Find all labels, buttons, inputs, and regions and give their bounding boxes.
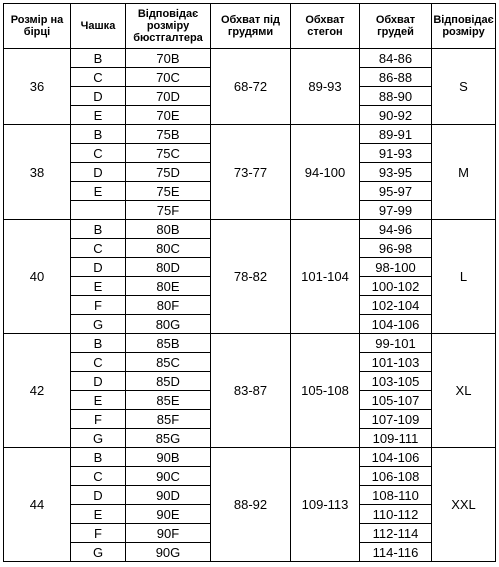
cup-cell xyxy=(71,201,126,220)
table-row xyxy=(4,448,496,467)
cup-cell: G xyxy=(71,543,126,562)
cup-cell: F xyxy=(71,410,126,429)
bra-size-cell: 70E xyxy=(126,106,211,125)
cup-cell: B xyxy=(71,448,126,467)
underbust-cell: 78-82 xyxy=(211,220,291,334)
size-cell: M xyxy=(432,125,496,220)
bra-size-cell: 75E xyxy=(126,182,211,201)
bust-cell: 104-106 xyxy=(360,448,432,467)
bust-cell: 106-108 xyxy=(360,467,432,486)
bra-size-cell: 70D xyxy=(126,87,211,106)
hips-cell: 101-104 xyxy=(291,220,360,334)
cup-cell: E xyxy=(71,182,126,201)
bust-cell: 93-95 xyxy=(360,163,432,182)
hips-cell: 94-100 xyxy=(291,125,360,220)
cup-cell: E xyxy=(71,505,126,524)
cup-cell: C xyxy=(71,68,126,87)
bra-size-cell: 90G xyxy=(126,543,211,562)
bust-cell: 86-88 xyxy=(360,68,432,87)
underbust-cell: 68-72 xyxy=(211,49,291,125)
tag-size-cell: 44 xyxy=(4,448,71,562)
cup-cell: G xyxy=(71,429,126,448)
bust-cell: 104-106 xyxy=(360,315,432,334)
header-hips: Обхват стегон xyxy=(291,4,360,49)
bust-cell: 97-99 xyxy=(360,201,432,220)
bra-size-cell: 85D xyxy=(126,372,211,391)
bust-cell: 103-105 xyxy=(360,372,432,391)
bust-cell: 91-93 xyxy=(360,144,432,163)
bust-cell: 94-96 xyxy=(360,220,432,239)
cup-cell: C xyxy=(71,467,126,486)
hips-cell: 105-108 xyxy=(291,334,360,448)
size-cell: XXL xyxy=(432,448,496,562)
cup-cell: D xyxy=(71,163,126,182)
tag-size-cell: 36 xyxy=(4,49,71,125)
bust-cell: 88-90 xyxy=(360,87,432,106)
bra-size-cell: 75B xyxy=(126,125,211,144)
underbust-cell: 83-87 xyxy=(211,334,291,448)
cup-cell: B xyxy=(71,125,126,144)
bra-size-cell: 70C xyxy=(126,68,211,87)
cup-cell: F xyxy=(71,296,126,315)
underbust-cell: 73-77 xyxy=(211,125,291,220)
size-cell: S xyxy=(432,49,496,125)
bust-cell: 107-109 xyxy=(360,410,432,429)
header-bra-size: Відповідає розміру бюстгалтера xyxy=(126,4,211,49)
size-cell: XL xyxy=(432,334,496,448)
bust-cell: 98-100 xyxy=(360,258,432,277)
underbust-cell: 88-92 xyxy=(211,448,291,562)
hips-cell: 109-113 xyxy=(291,448,360,562)
hips-cell: 89-93 xyxy=(291,49,360,125)
bra-size-cell: 90D xyxy=(126,486,211,505)
bust-cell: 108-110 xyxy=(360,486,432,505)
bra-size-cell: 75F xyxy=(126,201,211,220)
cup-cell: B xyxy=(71,220,126,239)
size-chart-table xyxy=(3,3,496,562)
bra-size-cell: 85C xyxy=(126,353,211,372)
tag-size-cell: 38 xyxy=(4,125,71,220)
cup-cell: D xyxy=(71,486,126,505)
cup-cell: C xyxy=(71,144,126,163)
bust-cell: 84-86 xyxy=(360,49,432,68)
table-row xyxy=(4,125,496,144)
table-row xyxy=(4,220,496,239)
bra-size-cell: 90E xyxy=(126,505,211,524)
bust-cell: 105-107 xyxy=(360,391,432,410)
cup-cell: E xyxy=(71,277,126,296)
cup-cell: D xyxy=(71,372,126,391)
bust-cell: 102-104 xyxy=(360,296,432,315)
cup-cell: B xyxy=(71,334,126,353)
bra-size-cell: 75D xyxy=(126,163,211,182)
cup-cell: C xyxy=(71,353,126,372)
bra-size-cell: 90C xyxy=(126,467,211,486)
tag-size-cell: 42 xyxy=(4,334,71,448)
bust-cell: 89-91 xyxy=(360,125,432,144)
bust-cell: 99-101 xyxy=(360,334,432,353)
cup-cell: E xyxy=(71,106,126,125)
bra-size-cell: 85E xyxy=(126,391,211,410)
bra-size-cell: 75C xyxy=(126,144,211,163)
cup-cell: F xyxy=(71,524,126,543)
bra-size-cell: 85B xyxy=(126,334,211,353)
bra-size-cell: 70B xyxy=(126,49,211,68)
bust-cell: 100-102 xyxy=(360,277,432,296)
bra-size-cell: 80E xyxy=(126,277,211,296)
bust-cell: 101-103 xyxy=(360,353,432,372)
bra-size-cell: 80G xyxy=(126,315,211,334)
bra-size-cell: 90F xyxy=(126,524,211,543)
table-body xyxy=(4,49,496,562)
bra-size-cell: 90B xyxy=(126,448,211,467)
bra-size-cell: 80B xyxy=(126,220,211,239)
bust-cell: 95-97 xyxy=(360,182,432,201)
bust-cell: 110-112 xyxy=(360,505,432,524)
cup-cell: D xyxy=(71,87,126,106)
header-cup: Чашка xyxy=(71,4,126,49)
header-tag-size: Розмір на бірці xyxy=(4,4,71,49)
cup-cell: C xyxy=(71,239,126,258)
cup-cell: B xyxy=(71,49,126,68)
tag-size-cell: 40 xyxy=(4,220,71,334)
bra-size-cell: 85F xyxy=(126,410,211,429)
cup-cell: D xyxy=(71,258,126,277)
bust-cell: 96-98 xyxy=(360,239,432,258)
bra-size-cell: 80D xyxy=(126,258,211,277)
header-underbust: Обхват під грудями xyxy=(211,4,291,49)
header-size: Відповідає розміру xyxy=(432,4,496,49)
bust-cell: 109-111 xyxy=(360,429,432,448)
bra-size-cell: 85G xyxy=(126,429,211,448)
size-cell: L xyxy=(432,220,496,334)
table-row xyxy=(4,334,496,353)
header-row xyxy=(4,4,496,49)
bust-cell: 90-92 xyxy=(360,106,432,125)
bust-cell: 114-116 xyxy=(360,543,432,562)
cup-cell: E xyxy=(71,391,126,410)
table-row xyxy=(4,49,496,68)
bra-size-cell: 80C xyxy=(126,239,211,258)
header-bust: Обхват грудей xyxy=(360,4,432,49)
bra-size-cell: 80F xyxy=(126,296,211,315)
bust-cell: 112-114 xyxy=(360,524,432,543)
cup-cell: G xyxy=(71,315,126,334)
